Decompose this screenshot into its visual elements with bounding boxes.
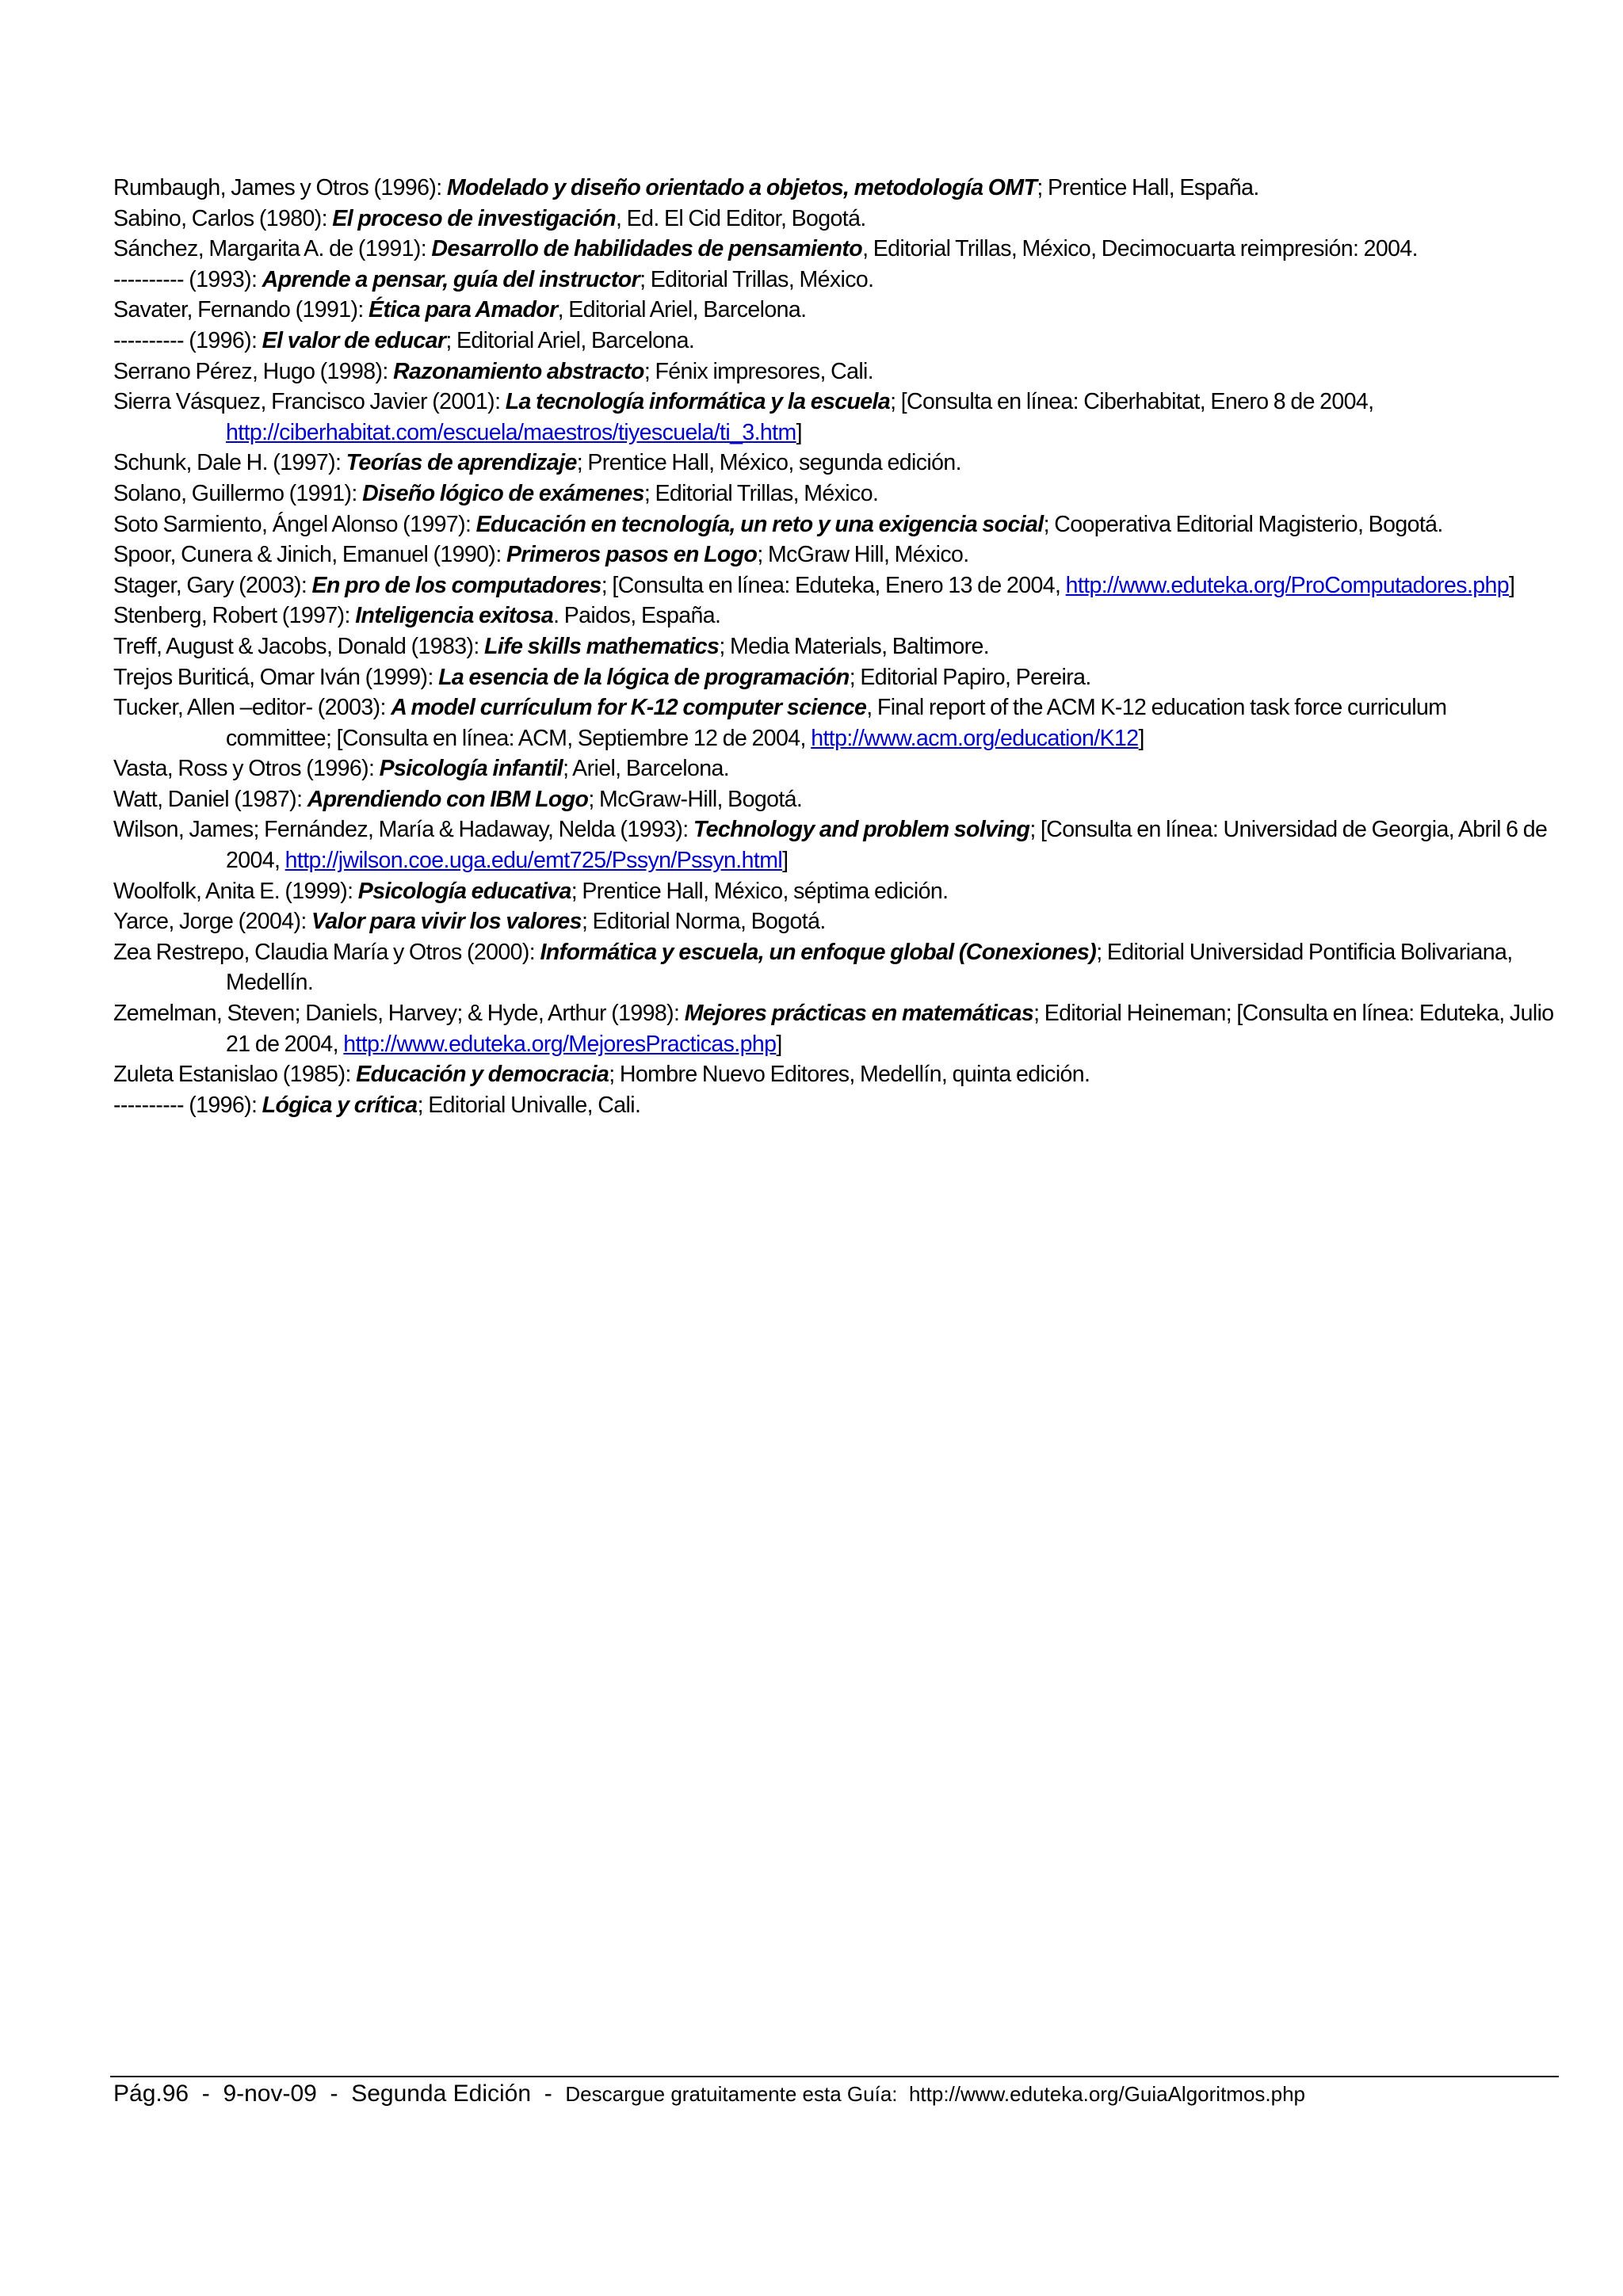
reference-entry bbox=[113, 295, 1556, 326]
reference-publisher: ; [Consulta en línea: Universidad de Georgia, Abril 6 de 2004, bbox=[226, 817, 1548, 874]
reference-author: Savater, Fernando (1991): bbox=[113, 297, 369, 323]
reference-publisher: ; Editorial Trillas, México. bbox=[643, 480, 879, 506]
reference-author: ---------- (1993): bbox=[113, 266, 262, 292]
reference-author: Vasta, Ross y Otros (1996): bbox=[113, 756, 380, 782]
reference-publisher: ; Prentice Hall, México, segunda edición. bbox=[576, 450, 961, 476]
reference-list bbox=[113, 173, 1556, 1120]
reference-entry bbox=[113, 814, 1556, 875]
reference-author: Zea Restrepo, Claudia María y Otros (2000): bbox=[113, 939, 540, 965]
reference-author: Sánchez, Margarita A. de (1991): bbox=[113, 236, 432, 262]
reference-author: Rumbaugh, James y Otros (1996): bbox=[113, 175, 447, 200]
reference-publisher: ; Editorial Papiro, Pereira. bbox=[849, 664, 1091, 690]
reference-publisher: ; Prentice Hall, España. bbox=[1037, 175, 1259, 200]
reference-publisher: ; McGraw-Hill, Bogotá. bbox=[588, 786, 803, 812]
reference-title: El valor de educar bbox=[262, 327, 446, 353]
reference-entry bbox=[113, 448, 1556, 479]
reference-entry bbox=[113, 326, 1556, 357]
reference-publisher: ; [Consulta en línea: Eduteka, Enero 13 de 2004, bbox=[601, 572, 1066, 598]
reference-entry bbox=[113, 784, 1556, 815]
reference-entry bbox=[113, 601, 1556, 631]
footer-separator: - bbox=[531, 2081, 566, 2107]
reference-link[interactable]: http://www.acm.org/education/K12 bbox=[811, 725, 1139, 751]
reference-publisher: ; Ariel, Barcelona. bbox=[563, 756, 730, 782]
reference-entry bbox=[113, 937, 1556, 998]
reference-author: Watt, Daniel (1987): bbox=[113, 786, 307, 812]
reference-author: Soto Sarmiento, Ángel Alonso (1997): bbox=[113, 511, 476, 537]
reference-entry bbox=[113, 357, 1556, 387]
reference-publisher: ; McGraw Hill, México. bbox=[757, 542, 969, 568]
reference-title: El proceso de investigación bbox=[332, 205, 617, 231]
reference-entry bbox=[113, 479, 1556, 509]
reference-publisher: , Ed. El Cid Editor, Bogotá. bbox=[616, 205, 866, 231]
reference-author: Trejos Buriticá, Omar Iván (1999): bbox=[113, 664, 439, 690]
reference-title: Primeros pasos en Logo bbox=[506, 542, 758, 568]
reference-title: Valor para vivir los valores bbox=[311, 909, 582, 935]
reference-title: Diseño lógico de exámenes bbox=[362, 480, 644, 506]
reference-entry bbox=[113, 998, 1556, 1059]
reference-author: ---------- (1996): bbox=[113, 327, 262, 353]
reference-author: Treff, August & Jacobs, Donald (1983): bbox=[113, 633, 485, 659]
reference-entry bbox=[113, 387, 1556, 448]
footer-separator: - bbox=[316, 2081, 352, 2107]
reference-title: Educación en tecnología, un reto y una exigencia social bbox=[475, 511, 1044, 537]
reference-entry bbox=[113, 1090, 1556, 1121]
reference-publisher: ; Fénix impresores, Cali. bbox=[643, 358, 874, 384]
reference-publisher: ; Prentice Hall, México, séptima edición. bbox=[571, 878, 949, 904]
reference-publisher: , Final report of the ACM K-12 education task force curriculum committee; [Consulta en línea: ACM, Septiembre 12 de 2004, bbox=[226, 695, 1447, 751]
reference-author: Spoor, Cunera & Jinich, Emanuel (1990): bbox=[113, 542, 506, 568]
reference-author: Zuleta Estanislao (1985): bbox=[113, 1062, 357, 1088]
footer-separator: - bbox=[189, 2081, 223, 2107]
reference-publisher: ; Editorial Universidad Pontificia Bolivariana, Medellín. bbox=[226, 939, 1513, 996]
reference-author: Wilson, James; Fernández, María & Hadaway, Nelda (1993): bbox=[113, 817, 693, 843]
reference-entry bbox=[113, 570, 1556, 601]
reference-entry bbox=[113, 540, 1556, 570]
reference-publisher: , Editorial Trillas, México, Decimocuarta reimpresión: 2004. bbox=[862, 236, 1418, 262]
reference-title: Life skills mathematics bbox=[484, 633, 720, 659]
reference-author: Sierra Vásquez, Francisco Javier (2001): bbox=[113, 389, 506, 415]
reference-publisher: ; Hombre Nuevo Editores, Medellín, quinta edición. bbox=[609, 1062, 1090, 1088]
reference-entry bbox=[113, 662, 1556, 693]
reference-title: A model currículum for K-12 computer science bbox=[391, 695, 867, 721]
reference-title: Teorías de aprendizaje bbox=[346, 450, 577, 476]
reference-entry bbox=[113, 234, 1556, 265]
reference-author: Serrano Pérez, Hugo (1998): bbox=[113, 358, 394, 384]
reference-title: Mejores prácticas en matemáticas bbox=[684, 1001, 1034, 1027]
reference-title: En pro de los computadores bbox=[311, 572, 601, 598]
reference-publisher: ; [Consulta en línea: Ciberhabitat, Enero 8 de 2004, bbox=[890, 389, 1374, 415]
footer-download-text: Descargue gratuitamente esta Guía: bbox=[565, 2082, 898, 2106]
reference-title: Aprendiendo con IBM Logo bbox=[307, 786, 589, 812]
reference-bracket: ] bbox=[782, 848, 789, 874]
reference-title: Modelado y diseño orientado a objetos, metodología OMT bbox=[446, 175, 1037, 200]
reference-publisher: ; Editorial Heineman; [Consulta en línea: Eduteka, Julio 21 de 2004, bbox=[226, 1001, 1554, 1057]
reference-title: Desarrollo de habilidades de pensamiento bbox=[431, 236, 863, 262]
reference-author: ---------- (1996): bbox=[113, 1092, 262, 1118]
reference-entry bbox=[113, 631, 1556, 662]
reference-entry bbox=[113, 265, 1556, 296]
reference-entry bbox=[113, 753, 1556, 784]
reference-bracket: ] bbox=[796, 419, 802, 445]
reference-entry bbox=[113, 906, 1556, 937]
reference-publisher: ; Editorial Ariel, Barcelona. bbox=[445, 327, 695, 353]
reference-publisher: ; Media Materials, Baltimore. bbox=[719, 633, 990, 659]
reference-bracket: ] bbox=[776, 1031, 782, 1057]
reference-title: Psicología educativa bbox=[357, 878, 571, 904]
reference-bracket: ] bbox=[1509, 572, 1515, 598]
reference-bracket: ] bbox=[1138, 725, 1144, 751]
reference-title: Informática y escuela, un enfoque global (Conexiones) bbox=[540, 939, 1097, 965]
reference-title: Inteligencia exitosa bbox=[355, 603, 554, 629]
reference-author: Stager, Gary (2003): bbox=[113, 572, 312, 598]
reference-title: Psicología infantil bbox=[379, 756, 563, 782]
reference-publisher: ; Editorial Trillas, México. bbox=[640, 266, 874, 292]
footer-divider bbox=[110, 2076, 1559, 2077]
reference-title: Lógica y crítica bbox=[262, 1092, 418, 1118]
reference-entry bbox=[113, 204, 1556, 235]
reference-link[interactable]: http://www.eduteka.org/ProComputadores.php bbox=[1065, 572, 1510, 598]
reference-author: Zemelman, Steven; Daniels, Harvey; & Hyde, Arthur (1998): bbox=[113, 1001, 685, 1027]
reference-link[interactable]: http://www.eduteka.org/MejoresPracticas.php bbox=[343, 1031, 777, 1057]
reference-publisher: . Paidos, España. bbox=[553, 603, 721, 629]
reference-author: Solano, Guillermo (1991): bbox=[113, 480, 363, 506]
reference-title: La esencia de la lógica de programación bbox=[438, 664, 850, 690]
reference-title: Razonamiento abstracto bbox=[393, 358, 644, 384]
reference-title: Aprende a pensar, guía del instructor bbox=[262, 266, 640, 292]
reference-publisher: ; Editorial Norma, Bogotá. bbox=[581, 909, 826, 935]
reference-publisher: , Editorial Ariel, Barcelona. bbox=[557, 297, 807, 323]
reference-publisher: ; Cooperativa Editorial Magisterio, Bogotá. bbox=[1043, 511, 1443, 537]
reference-title: Ética para Amador bbox=[369, 297, 558, 323]
page-number: Pág.96 bbox=[113, 2081, 189, 2107]
footer-date: 9-nov-09 bbox=[223, 2081, 317, 2107]
reference-link[interactable]: http://ciberhabitat.com/escuela/maestros/tiyescuela/ti_3.htm bbox=[226, 419, 796, 445]
reference-entry bbox=[113, 876, 1556, 907]
reference-author: Tucker, Allen –editor- (2003): bbox=[113, 695, 391, 721]
reference-title: Technology and problem solving bbox=[693, 817, 1030, 843]
reference-publisher: ; Editorial Univalle, Cali. bbox=[417, 1092, 641, 1118]
reference-title: Educación y democracia bbox=[356, 1062, 609, 1088]
footer-url: http://www.eduteka.org/GuiaAlgoritmos.php bbox=[908, 2082, 1306, 2106]
reference-author: Sabino, Carlos (1980): bbox=[113, 205, 333, 231]
reference-entry bbox=[113, 173, 1556, 204]
reference-author: Woolfolk, Anita E. (1999): bbox=[113, 878, 358, 904]
page-footer bbox=[113, 2081, 1556, 2107]
reference-author: Stenberg, Robert (1997): bbox=[113, 603, 356, 629]
reference-author: Schunk, Dale H. (1997): bbox=[113, 450, 346, 476]
reference-author: Yarce, Jorge (2004): bbox=[113, 909, 312, 935]
reference-title: La tecnología informática y la escuela bbox=[505, 389, 891, 415]
reference-entry bbox=[113, 692, 1556, 753]
reference-entry bbox=[113, 509, 1556, 540]
footer-edition: Segunda Edición bbox=[351, 2081, 532, 2107]
reference-link[interactable]: http://jwilson.coe.uga.edu/emt725/Pssyn/Pssyn.html bbox=[285, 848, 783, 874]
reference-entry bbox=[113, 1059, 1556, 1090]
